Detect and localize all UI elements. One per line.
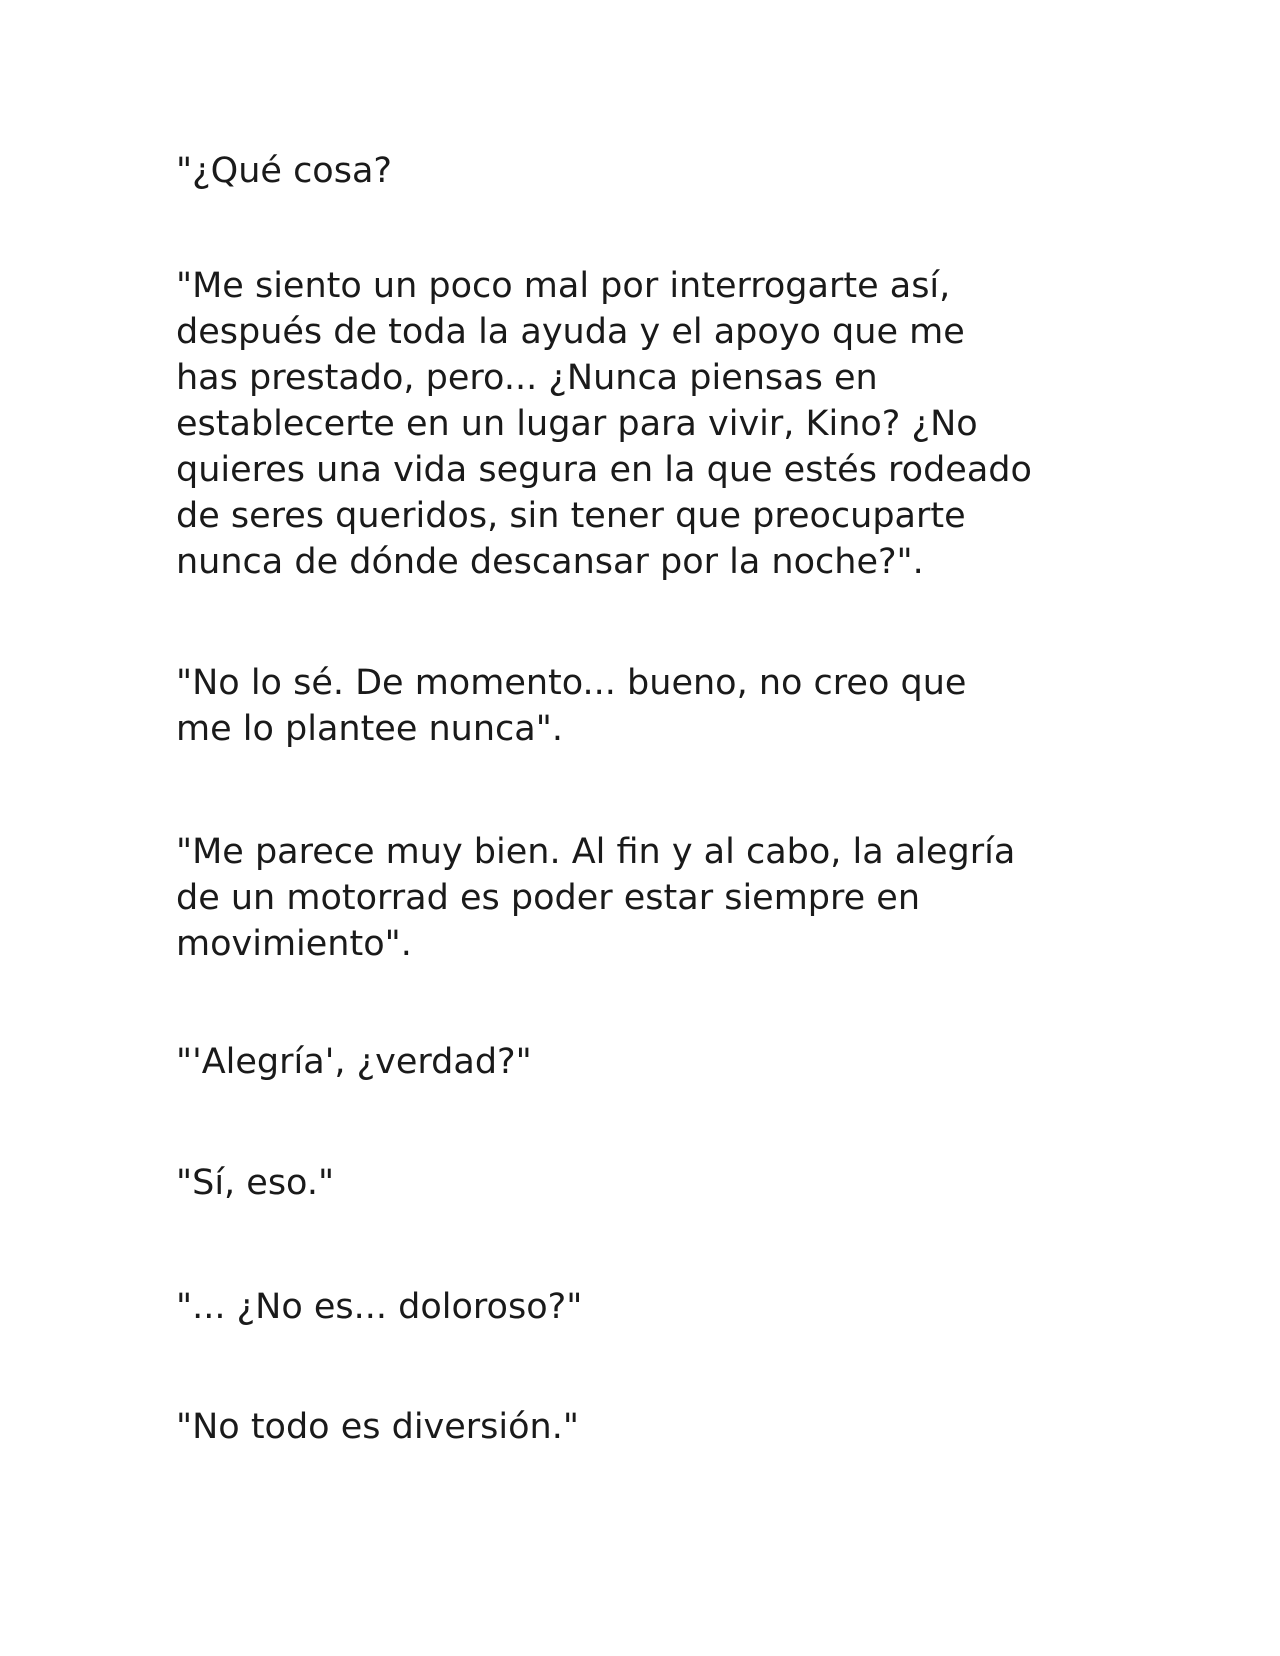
text-line: "No lo sé. De momento... bueno, no creo que [176, 663, 967, 703]
text-line: "'Alegría', ¿verdad?" [176, 1042, 532, 1082]
text-line: "Me parece muy bien. Al fin y al cabo, la alegría [176, 832, 1016, 872]
text-line: después de toda la ayuda y el apoyo que me [176, 312, 965, 352]
paragraph-si-eso [176, 1160, 1106, 1206]
text-line: quieres una vida segura en la que estés rodeado [176, 450, 1032, 490]
paragraph-diversion [176, 1404, 1106, 1450]
text-line: nunca de dónde descansar por la noche?". [176, 542, 924, 582]
paragraph-doloroso [176, 1284, 1106, 1330]
text-line: "No todo es diversión." [176, 1407, 579, 1447]
text-line: "Me siento un poco mal por interrogarte así, [176, 266, 951, 306]
text-line: has prestado, pero... ¿Nunca piensas en [176, 358, 878, 398]
text-line: "Sí, eso." [176, 1163, 335, 1203]
text-line: movimiento". [176, 924, 412, 964]
text-line: de un motorrad es poder estar siempre en [176, 878, 921, 918]
text-line: "... ¿No es... doloroso?" [176, 1287, 583, 1327]
paragraph-me-parece [176, 829, 1106, 967]
text-line: me lo plantee nunca". [176, 709, 563, 749]
text-line: de seres queridos, sin tener que preocuparte [176, 496, 966, 536]
paragraph-no-lo-se [176, 660, 1106, 752]
paragraph-que-cosa [176, 148, 1106, 194]
paragraph-interrogarte [176, 263, 1106, 585]
text-line: "¿Qué cosa? [176, 151, 392, 191]
paragraph-alegria [176, 1039, 1106, 1085]
text-line: establecerte en un lugar para vivir, Kino? ¿No [176, 404, 978, 444]
